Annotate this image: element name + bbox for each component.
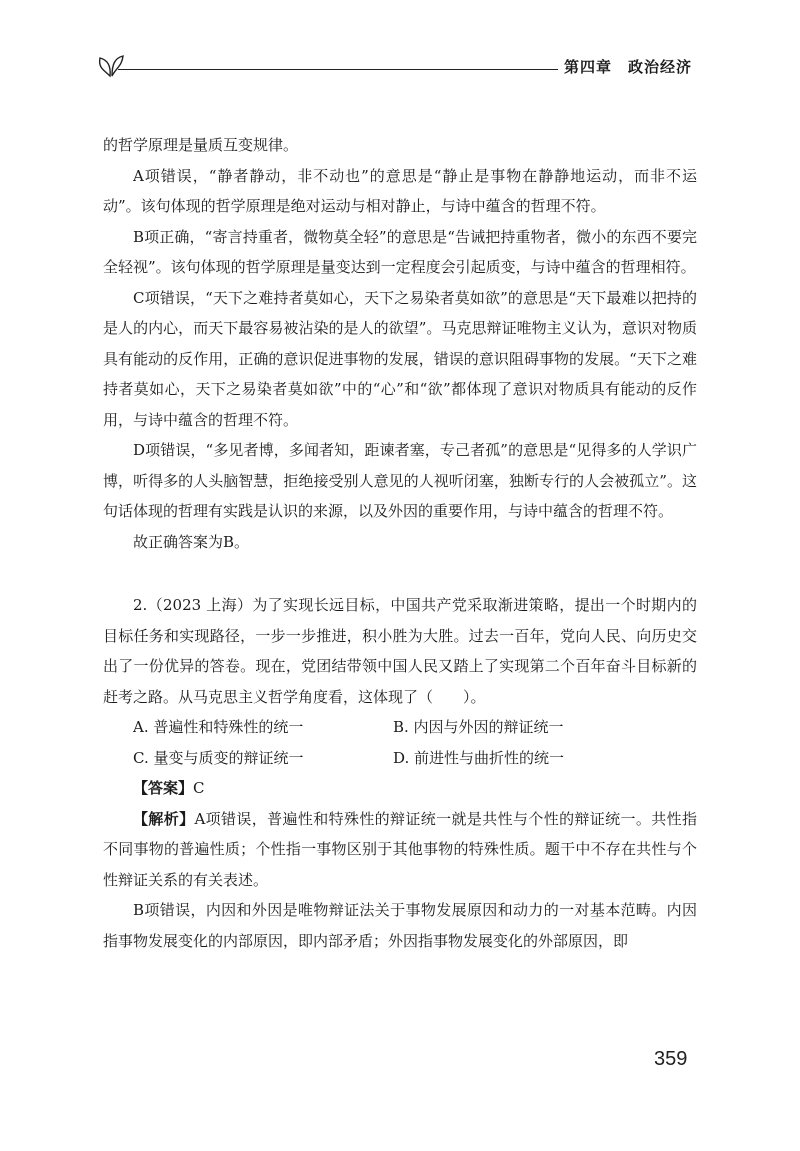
- question-stem: 2.（2023 上海）为了实现长远目标，中国共产党采取渐进策略，提出一个时期内的目标任务和实现路径，一步一步推进，积小胜为大胜。过去一百年，党向人民、向历史交出了一份优异的答卷。现在，党团结带领中国人民又踏上了实现第二个百年奋斗目标新的赶考之路。从马克思主义哲学角度看，这体现了（ ）。: [103, 596, 697, 706]
- paragraph: 的哲学原理是量质互变规律。: [103, 136, 299, 154]
- page-body: [103, 130, 697, 956]
- page-number: 359: [654, 1048, 688, 1070]
- option-a: A. 普遍性和特殊性的统一: [133, 718, 304, 736]
- paragraph-option-b: B项正确，“寄言持重者，微物莫全轻”的意思是“告诫把持重物者，微小的东西不要完全轻视”。该句体现的哲学原理是量变达到一定程度会引起质变，与诗中蕴含的哲理相符。: [103, 227, 697, 276]
- paragraph-option-a: A项错误，“静者静动，非不动也”的意思是“静止是事物在静静地运动，而非不运动”。该句体现的哲学原理是绝对运动与相对静止，与诗中蕴含的哲理不符。: [103, 166, 697, 215]
- analysis-option-b: B项错误，内因和外因是唯物辩证法关于事物发展原因和动力的一对基本范畴。内因指事物发展变化的内部原因，即内部矛盾；外因指事物发展变化的外部原因，即: [103, 901, 697, 950]
- option-c: C. 量变与质变的辩证统一: [133, 748, 304, 767]
- analysis-paragraph: [103, 804, 697, 896]
- paragraph-conclusion: 故正确答案为B。: [133, 532, 250, 551]
- option-b: B. 内因与外因的辩证统一: [393, 718, 564, 736]
- answer-line: [103, 773, 697, 804]
- chapter-title: 第四章 政治经济: [564, 58, 693, 76]
- answer-value: C: [193, 779, 205, 797]
- header-rule: [118, 69, 558, 70]
- question-options: [103, 712, 697, 773]
- paragraph-option-d: D项错误，“多见者博，多闻者知，距谏者塞，专己者孤”的意思是“见得多的人学识广博，听得多的人头脑智慧，拒绝接受别人意见的人视听闭塞，独断专行的人会被孤立”。这句话体现的哲理有实践是认识的来源，以及外因的重要作用，与诗中蕴含的哲理不符。: [103, 441, 697, 520]
- answer-label: 【答案】: [133, 779, 194, 797]
- option-d: D. 前进性与曲折性的统一: [393, 748, 565, 767]
- running-header: [96, 52, 716, 82]
- leaf-ornament-icon: [96, 52, 126, 78]
- analysis-text: A项错误，普遍性和特殊性的辩证统一就是共性与个性的辩证统一。共性指不同事物的普遍性质；个性指一事物区别于其他事物的特殊性质。题干中不存在共性与个性辩证关系的有关表述。: [103, 809, 697, 889]
- analysis-label: 【解析】: [133, 809, 195, 828]
- paragraph-option-c: C项错误，“天下之难持者莫如心，天下之易染者莫如欲”的意思是“天下最难以把持的是人的内心，而天下最容易被沾染的是人的欲望”。马克思辩证唯物主义认为，意识对物质具有能动的反作用，正确的意识促进事物的发展，错误的意识阻碍事物的发展。“天下之难持者莫如心，天下之易染者莫如欲”中的“心”和“欲”都体现了意识对物质具有能动的反作用，与诗中蕴含的哲理不符。: [103, 288, 697, 429]
